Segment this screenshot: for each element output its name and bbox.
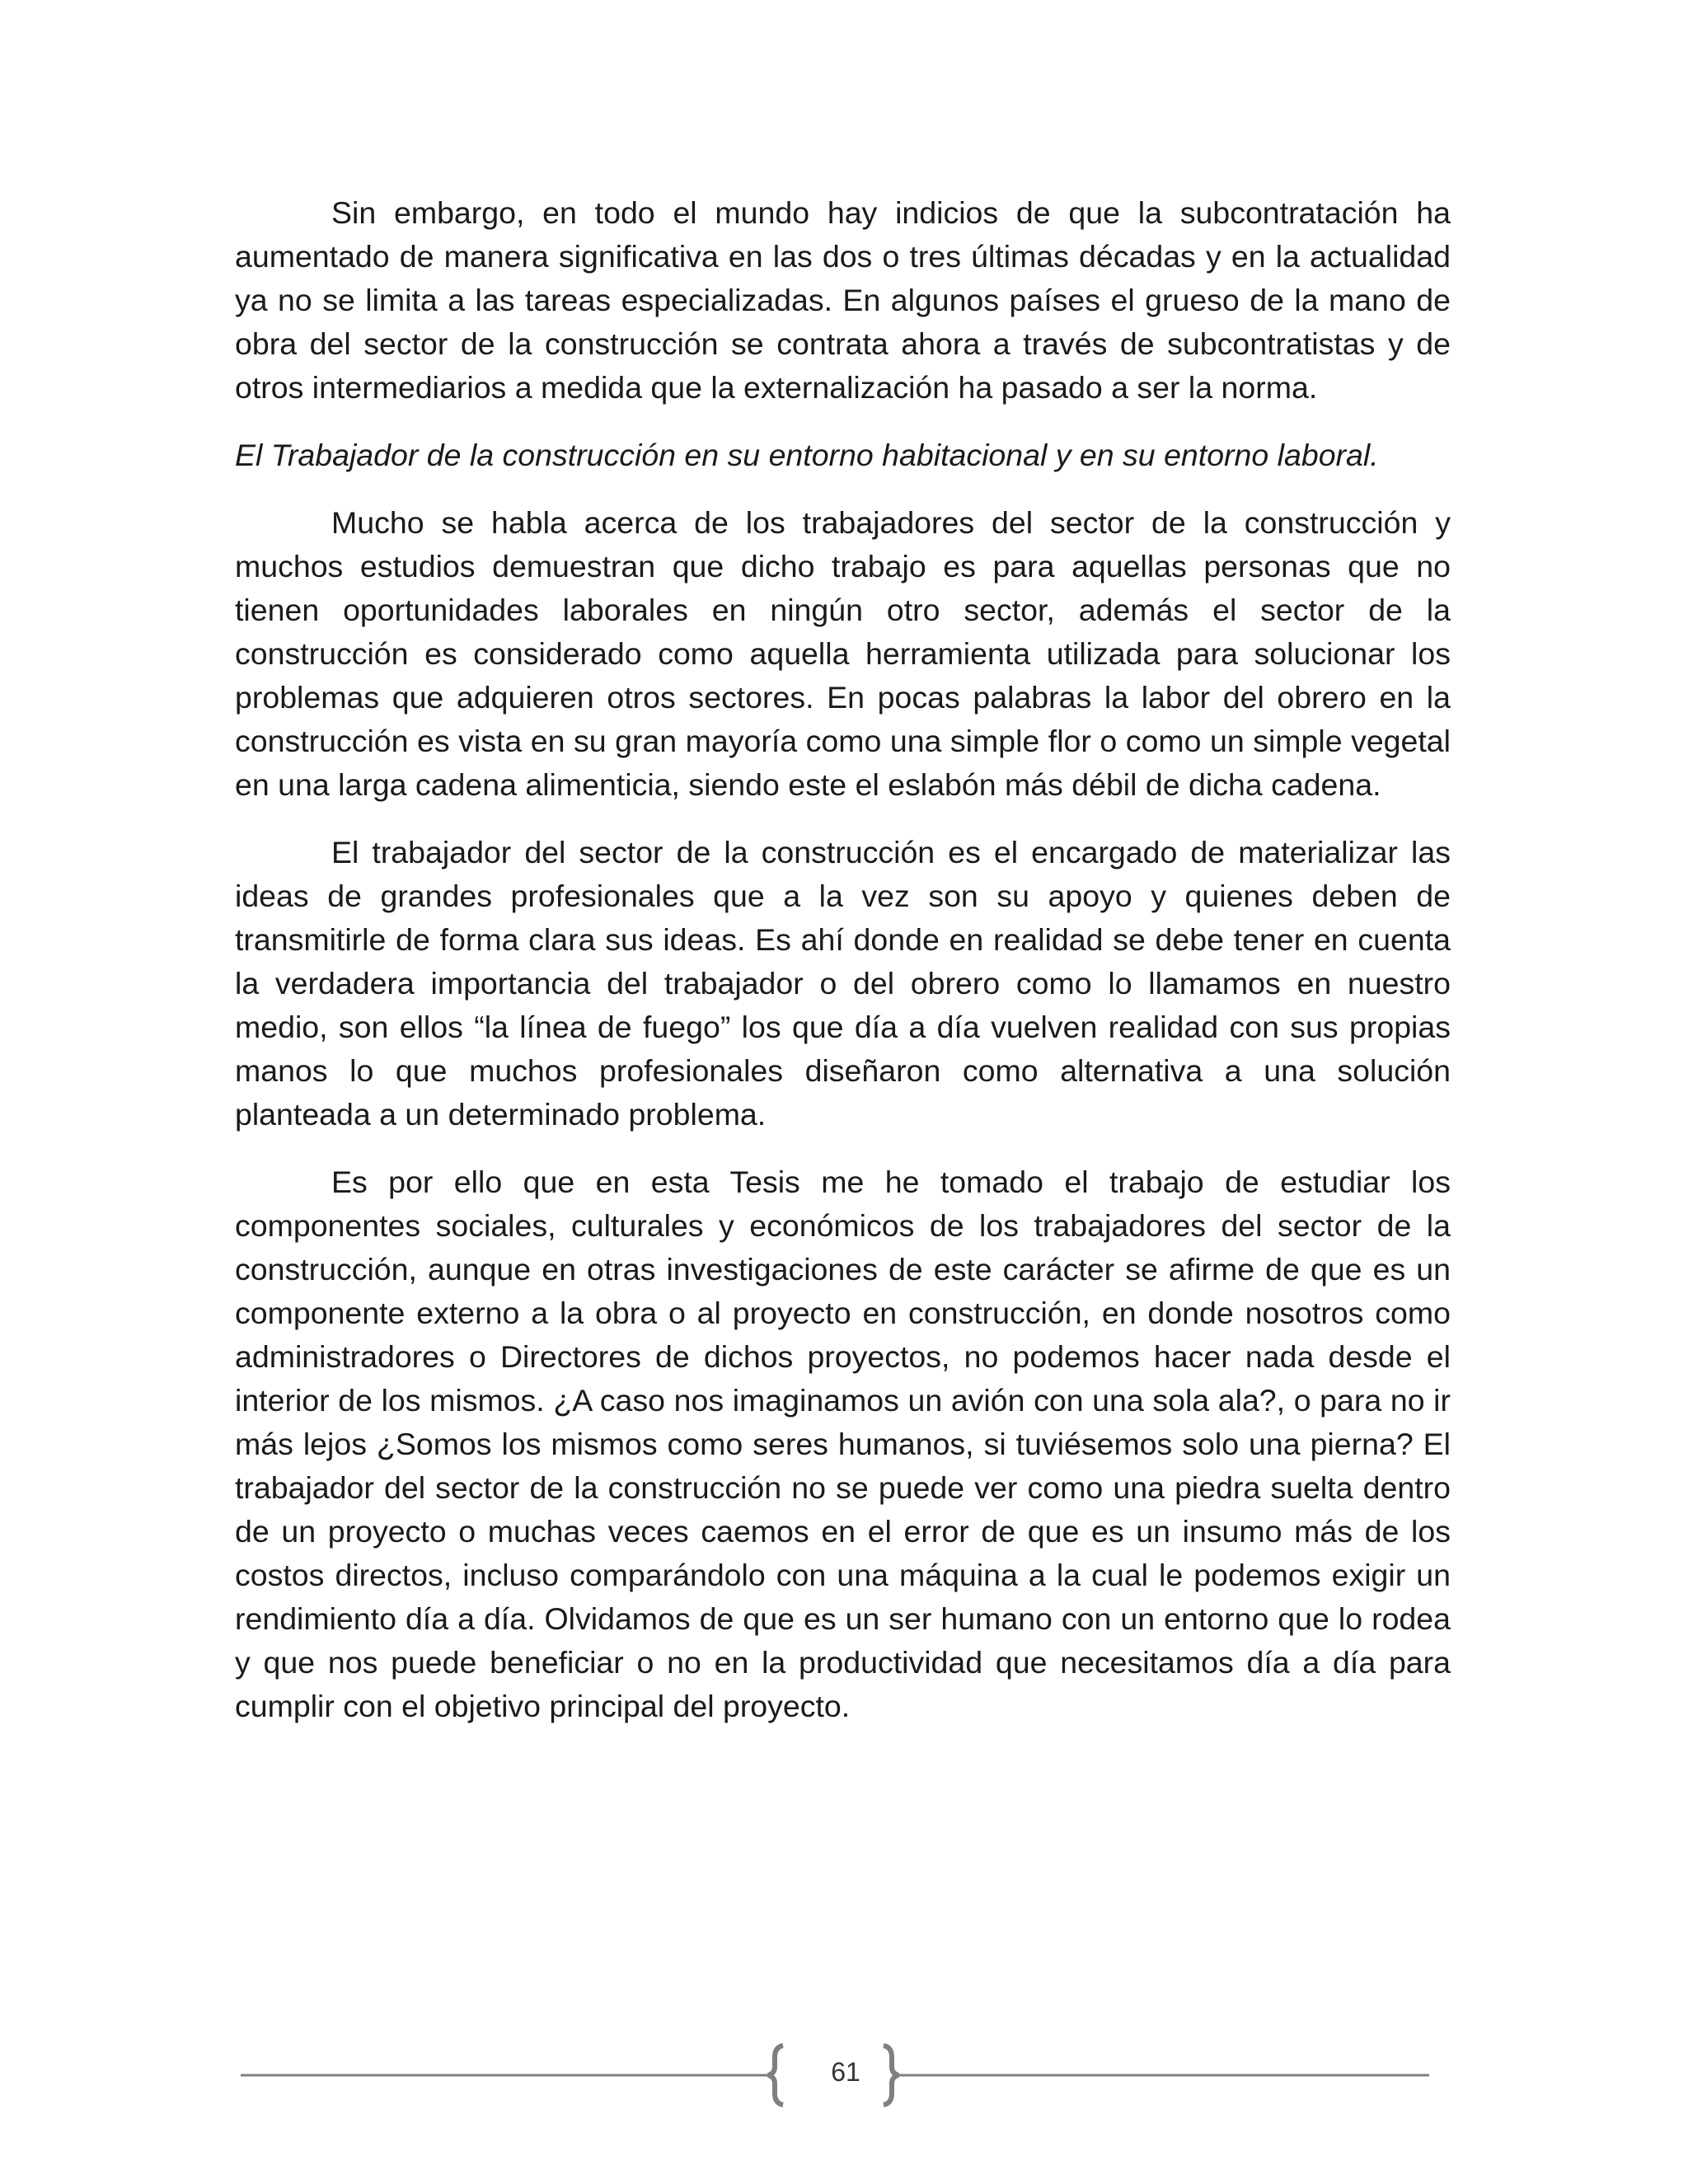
paragraph-workers-perception: Mucho se habla acerca de los trabajadores del sector de la construcción y muchos estudios demuestran que dicho trabajo es para aquellas personas que no tienen oportunidades laborales en ningún otro sector, además el sector de la construcción es considerado como aquella herramienta utilizada para solucionar los problemas que adquieren otros sectores. En pocas palabras la labor del obrero en la construcción es vista en su gran mayoría como una simple flor o como un simple vegetal en una larga cadena alimenticia, siendo este el eslabón más débil de dicha cadena. <box>235 505 1451 802</box>
paragraph-thesis-purpose: Es por ello que en esta Tesis me he tomado el trabajo de estudiar los componentes sociales, culturales y económicos de los trabajadores del sector de la construcción, aunque en otras investigaciones de este carácter se afirme de que es un componente externo a la obra o al proyecto en construcción, en donde nosotros como administradores o Directores de dichos proyectos, no podemos hacer nada desde el interior de los mismos. ¿A caso nos imaginamos un avión con una sola ala?, o para no ir más lejos ¿Somos los mismos como seres humanos, si tuviésemos solo una pierna? El trabajador del sector de la construcción no se puede ver como una piedra suelta dentro de un proyecto o muchas veces caemos en el error de que es un insumo más de los costos directos, incluso comparándolo con una máquina a la cual le podemos exigir un rendimiento día a día. Olvidamos de que es un ser humano con un entorno que lo rodea y que nos puede beneficiar o no en la productividad que necesitamos día a día para cumplir con el objetivo principal del proyecto. <box>235 1165 1451 1723</box>
section-subheading: El Trabajador de la construcción en su entorno habitacional y en su entorno laboral. <box>235 438 1379 472</box>
body-text <box>235 191 1451 1752</box>
page-footer <box>241 2042 1451 2108</box>
page-number: 61 <box>831 2057 860 2087</box>
paragraph-worker-role: El trabajador del sector de la construcción es el encargado de materializar las ideas de grandes profesionales que a la vez son su apoyo y quienes deben de transmitirle de forma clara sus ideas. Es ahí donde en realidad se debe tener en cuenta la verdadera importancia del trabajador o del obrero como lo llamamos en nuestro medio, son ellos “la línea de fuego” los que día a día vuelven realidad con sus propias manos lo que muchos profesionales diseñaron como alternativa a una solución planteada a un determinado problema. <box>235 835 1451 1132</box>
paragraph-subcontracting: Sin embargo, en todo el mundo hay indicios de que la subcontratación ha aumentado de manera significativa en las dos o tres últimas décadas y en la actualidad ya no se limita a las tareas especializadas. En algunos países el grueso de la mano de obra del sector de la construcción se contrata ahora a través de subcontratistas y de otros intermediarios a medida que la externalización ha pasado a ser la norma. <box>235 195 1451 405</box>
